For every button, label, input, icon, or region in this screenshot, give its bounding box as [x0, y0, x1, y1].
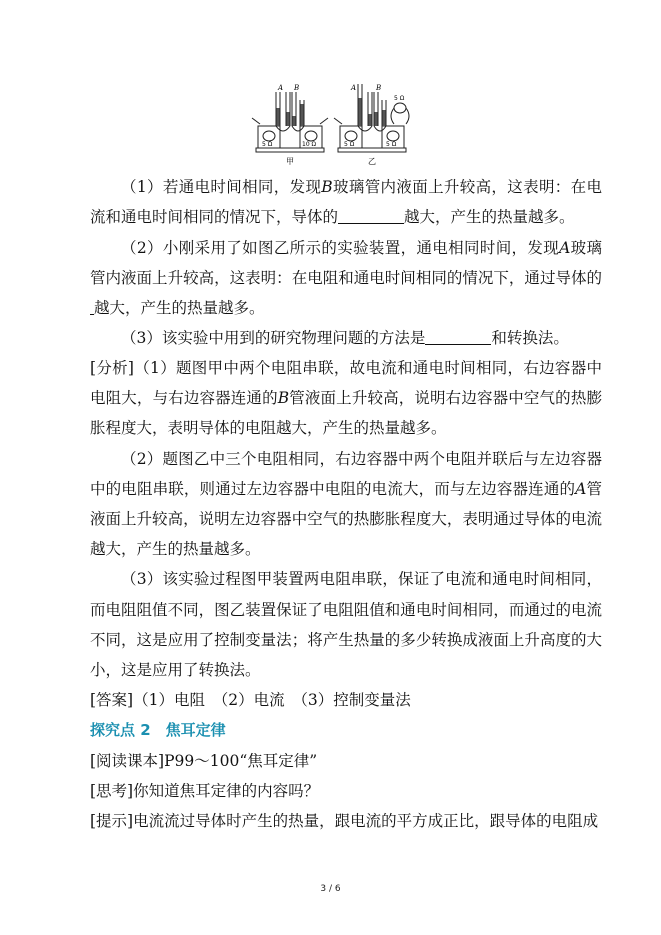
label-b-yi: B	[376, 84, 382, 92]
analysis-para-3: （3）该实验过程图甲装置两电阻串联，保证了电流和通电时间相同，而电阻阻值不同，图乙装置保证了电阻阻值和通电时间相同，而通过的电流不同，这是应用了控制变量法；将产生热量的多少转换成液面上升高度的大小，这是应用了转换法。	[90, 570, 602, 680]
question-1-var: B	[321, 178, 333, 196]
reading-text: P99～100“焦耳定律”	[164, 751, 318, 770]
label-b-jia: B	[294, 84, 300, 92]
resistor-coil-right-jia	[305, 131, 317, 141]
base-jia	[256, 148, 324, 152]
question-2-post: 越大，产生的热量越多。	[94, 299, 265, 318]
hint-line	[90, 806, 602, 836]
question-1-post: 越大，产生的热量越多。	[404, 208, 575, 227]
question-2	[90, 233, 602, 324]
think-line	[90, 776, 602, 806]
answer-blank-3[interactable]	[425, 328, 491, 345]
label-a-jia: A	[278, 84, 284, 92]
section-heading	[90, 715, 602, 745]
wire-left-yi	[334, 118, 342, 124]
base-yi	[338, 148, 406, 152]
resistor-coil-left-jia	[263, 131, 275, 141]
question-2-pre: （2）小刚采用了如图乙所示的实验装置，通电相同时间，发现	[121, 239, 560, 257]
analysis-para-1: [分析]（1）题图甲中两个电阻串联，故电流和通电时间相同，右边容器中电阻大，与右边容器连通的B管液面上升较高，说明右边容器中空气的热膨胀程度大，表明导体的电阻越大，产生的热量越多。	[90, 359, 602, 438]
wire-left-jia	[252, 118, 260, 124]
section-title: 探究点 2 焦耳定律	[90, 721, 226, 740]
resistor-label-5-jia: 5 Ω	[262, 141, 273, 148]
caption-yi: 乙	[368, 157, 376, 166]
hint-tag: [提示]	[90, 812, 134, 831]
question-2-var: A	[559, 239, 571, 257]
question-2-mid: 玻璃管内液面上升较高，这表明：在电阻和通电时间相同的情况下，通过导体的	[90, 239, 602, 288]
resistor-coil-external-yi	[394, 103, 406, 113]
question-3-post: 和转换法。	[491, 329, 569, 347]
analysis-para-2: （2）题图乙中三个电阻相同，右边容器中两个电阻并联后与左边容器中的电阻串联，则通过左边容器中电阻的电流大，而与左边容器连通的A管液面上升较高，说明左边容器中空气的热膨胀程度大，表明通过导体的电流越大，产生的热量越多。	[90, 449, 602, 559]
resistor-coil-right-yi	[387, 131, 399, 141]
reading-tag: [阅读课本]	[90, 751, 165, 770]
u-tube-b-bottom-yi	[374, 126, 386, 131]
wire-right-jia	[320, 118, 328, 124]
experiment-diagram	[248, 78, 418, 168]
u-tube-a-bottom-yi	[358, 126, 372, 131]
think-text: 你知道焦耳定律的内容吗？	[133, 781, 320, 800]
page-number: 3 / 6	[320, 884, 341, 894]
resistor-label-10-jia: 10 Ω	[302, 141, 317, 148]
hint-text: 电流流过导体时产生的热量，跟电流的平方成正比，跟导体的电阻成	[133, 812, 599, 831]
resistor-label-5-right-yi: 5 Ω	[386, 141, 397, 148]
answer-text: （1）电阻 （2）电流 （3）控制变量法	[133, 691, 411, 710]
u-tube-b-bottom-jia	[292, 126, 304, 131]
question-3	[90, 323, 602, 353]
question-1	[90, 172, 602, 232]
answer-line	[90, 685, 602, 715]
analysis-block	[90, 353, 602, 836]
question-1-mid: 玻璃管内液面上升较高，这表明：在电流和通电时间相同的情况下，导体的	[90, 178, 602, 227]
answer-tag: [答案]	[90, 691, 134, 710]
caption-jia: 甲	[286, 157, 294, 166]
reading-line	[90, 746, 602, 776]
u-tube-a-bottom-jia	[276, 126, 290, 131]
question-3-pre: （3）该实验中用到的研究物理问题的方法是	[121, 329, 426, 347]
resistor-label-5-external-yi: 5 Ω	[394, 95, 405, 102]
experiment-figure	[248, 78, 418, 168]
resistor-coil-left-yi	[345, 131, 357, 141]
analysis-tag: [分析]	[90, 359, 134, 377]
think-tag: [思考]	[90, 781, 134, 800]
wire-external-yi	[391, 108, 409, 124]
label-a-yi: A	[351, 84, 357, 92]
question-1-pre: （1）若通电时间相同，发现	[121, 178, 322, 196]
answer-blank-1[interactable]	[338, 207, 404, 224]
resistor-label-5-left-yi: 5 Ω	[344, 141, 355, 148]
